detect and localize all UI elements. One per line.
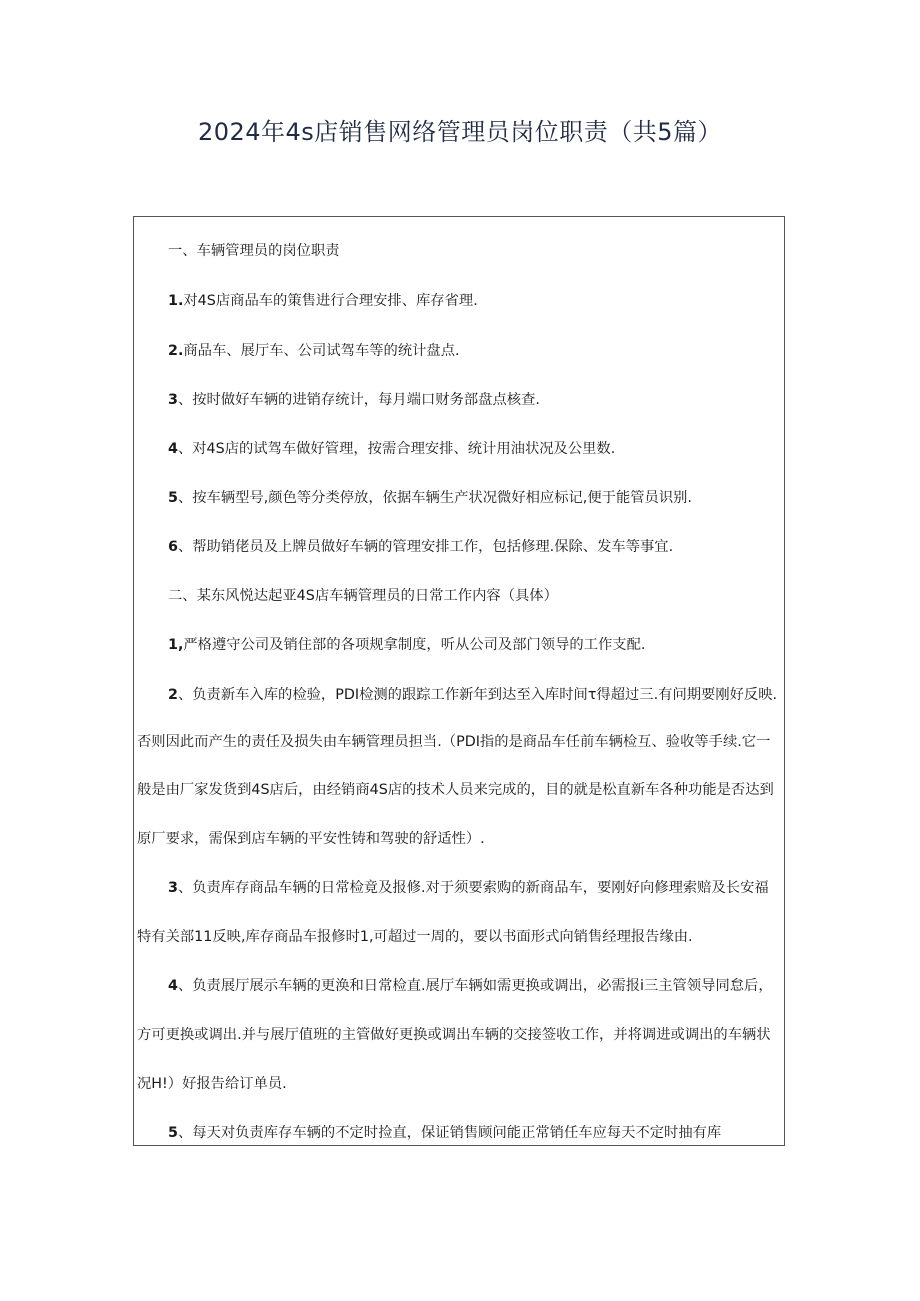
item-text: 、按车辆型号,颜色等分类停放，依据车辆生产状况微好相应标记,便于能管员识别.: [177, 490, 692, 506]
item-text: 原厂要求，需保到店车辆的平安性铸和驾驶的舒适性）.: [137, 831, 485, 847]
item-text: 、对4S店的试驾车做好管理，按需合理安排、统计用油状况及公里数.: [177, 441, 616, 457]
item-text: 否则因此而产生的责任及损失由车辆管理员担当.（PDI指的是商品车任前车辆检互、验收等手续.它一: [137, 734, 771, 750]
item-text: 况H!）好报告给订单员.: [137, 1076, 287, 1092]
section2-item-4-line-2: [134, 1025, 785, 1045]
section2-item-2-line-3: [134, 780, 785, 800]
item-text: 般是由厂家发货到4S店后，由经销商4S店的技术人员来完成的，目的就是松直新车各种功能是否达到: [137, 782, 774, 798]
item-text: 严格遵守公司及销住部的各项规拿制度，听从公司及部门领导的工作支配.: [183, 637, 646, 653]
section2-item-4-line-3: [134, 1074, 785, 1094]
item-number: 1,: [168, 637, 184, 653]
item-number: 6: [168, 539, 178, 555]
section2-item-2-line-2: [134, 732, 785, 752]
item-number: 2: [168, 687, 178, 703]
item-number: 3: [168, 880, 178, 896]
section2-item-5: [134, 1123, 785, 1143]
section1-item-6: [134, 537, 785, 557]
section1-item-5: [134, 488, 785, 508]
section2-item-4: [134, 976, 785, 996]
item-text: 、每天对负责库存车辆的不定时捡直，保证销售顾问能正常销任车应每天不定时抽有库: [177, 1125, 722, 1141]
section2-heading: 二、某东风悦达起亚4S店车辆管理员的日常工作内容（具体）: [168, 588, 558, 604]
section1-item-2: [134, 341, 785, 361]
item-number: 1.: [168, 293, 184, 309]
item-text: 、帮助销佬员及上牌员做好车辆的管理安排工作，包括修理.保除、发车等事宜.: [177, 539, 674, 555]
section1-item-1: [134, 291, 785, 311]
item-number: 5: [168, 490, 178, 506]
section1-heading: 一、车辆管理员的岗位职责: [168, 243, 340, 259]
item-number: 3: [168, 392, 178, 408]
item-text: 商品车、展厅车、公司试驾车等的统计盘点.: [183, 343, 460, 359]
item-number: 5: [168, 1125, 178, 1141]
section2-item-1: [134, 635, 785, 655]
section1-item-3: [134, 390, 785, 410]
item-text: 方可更换或调出.并与展厅值班的主管做好更换或调出车辆的交接签收工作，并将调进或调出的车辆状: [137, 1027, 771, 1043]
item-text: 、负责库存商品车辆的日常检竟及报修.对于须要索购的新商品车，要刚好向修理索赔及长安福: [177, 880, 769, 896]
document-title: 2024年4s店销售网络管理员岗位职责（共5篇）: [197, 118, 723, 146]
item-text: 特有关部11反映,库存商品车报修时1,可超过一周的，要以书面形式向销售经理报告缘由.: [137, 929, 693, 945]
item-text: 对4S店商品车的策售进行合理安排、库存省理.: [183, 293, 478, 309]
item-number: 2.: [168, 343, 184, 359]
item-text: 、负责新车入库的检验，PDI检测的跟踪工作新年到达至入库时间τ得超过三.有问期要刚好反映.: [177, 687, 778, 703]
section2-item-3-line-2: [134, 927, 785, 947]
item-text: 、负责展厅展示车辆的更涣和日常检直.展厅车辆如需更换或调出，必需报i三主管领导同怠后，: [177, 978, 773, 994]
section2-item-3: [134, 878, 785, 898]
item-number: 4: [168, 978, 178, 994]
item-number: 4: [168, 441, 178, 457]
content-box: [133, 216, 785, 1146]
section2-item-2: [134, 685, 785, 705]
section1-item-4: [134, 439, 785, 459]
section2-item-2-line-4: [134, 829, 785, 849]
item-text: 、按时做好车辆的进销存统计，每月端口财务部盘点核查.: [177, 392, 540, 408]
